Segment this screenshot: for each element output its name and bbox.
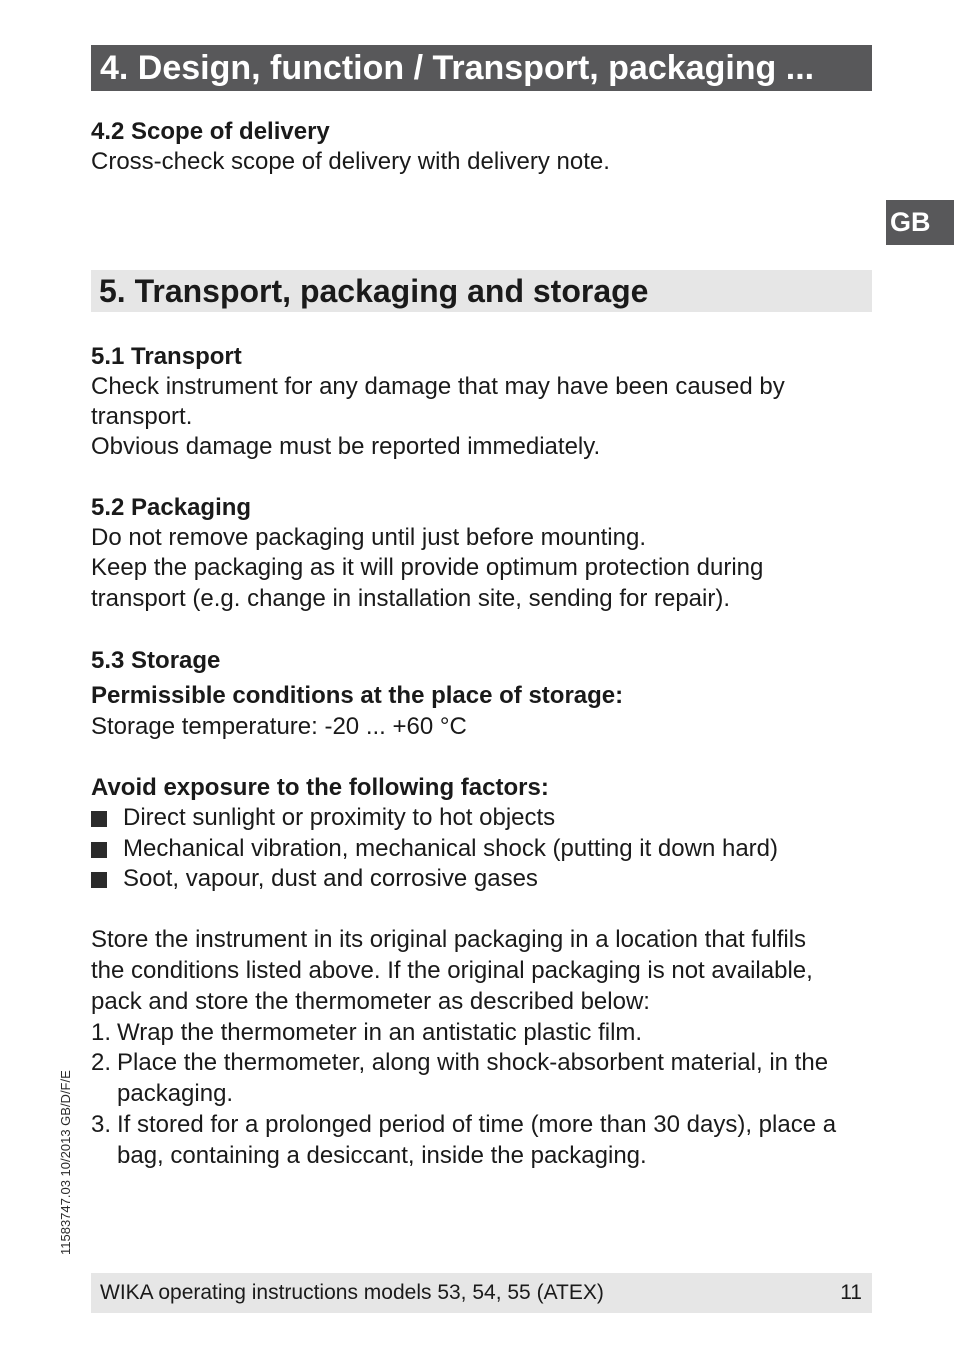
step-text: packaging. xyxy=(117,1080,234,1107)
scope-text: Cross-check scope of delivery with delivery note. xyxy=(91,148,610,175)
packaging-line: transport (e.g. change in installation site, sending for repair). xyxy=(91,585,731,612)
step-number: 1. xyxy=(91,1019,112,1046)
bullet-square-icon xyxy=(91,842,107,858)
list-item: Direct sunlight or proximity to hot objects xyxy=(123,804,556,831)
transport-line: transport. xyxy=(91,403,193,430)
scope-heading: 4.2 Scope of delivery xyxy=(91,118,330,145)
document-code: 11583747.03 10/2013 GB/D/F/E xyxy=(58,1070,73,1255)
transport-line: Obvious damage must be reported immediately. xyxy=(91,433,601,460)
bullet-square-icon xyxy=(91,872,107,888)
transport-heading: 5.1 Transport xyxy=(91,343,242,370)
avoid-heading: Avoid exposure to the following factors: xyxy=(91,774,549,801)
packaging-line: Do not remove packaging until just before mounting. xyxy=(91,524,646,551)
footer-text: WIKA operating instructions models 53, 54, 55 (ATEX) xyxy=(100,1281,604,1304)
page-footer xyxy=(91,1273,872,1313)
step-text: Place the thermometer, along with shock-absorbent material, in the xyxy=(117,1049,829,1076)
section-5-title: 5. Transport, packaging and storage xyxy=(91,270,872,312)
store-paragraph-line: the conditions listed above. If the original packaging is not available, xyxy=(91,957,813,984)
packaging-heading: 5.2 Packaging xyxy=(91,494,252,521)
page-number: 11 xyxy=(840,1281,862,1304)
storage-heading: 5.3 Storage xyxy=(91,647,221,674)
step-number: 2. xyxy=(91,1049,112,1076)
step-text: Wrap the thermometer in an antistatic plastic film. xyxy=(117,1019,643,1046)
storage-temperature: Storage temperature: -20 ... +60 °C xyxy=(91,713,467,740)
step-text: If stored for a prolonged period of time (more than 30 days), place a xyxy=(117,1111,837,1138)
list-item: Mechanical vibration, mechanical shock (putting it down hard) xyxy=(123,835,778,862)
language-tab: GB xyxy=(886,200,954,245)
list-item: Soot, vapour, dust and corrosive gases xyxy=(123,865,538,892)
step-text: bag, containing a desiccant, inside the packaging. xyxy=(117,1142,647,1169)
bullet-square-icon xyxy=(91,811,107,827)
store-paragraph-line: pack and store the thermometer as described below: xyxy=(91,988,650,1015)
storage-conditions-heading: Permissible conditions at the place of storage: xyxy=(91,682,624,709)
transport-line: Check instrument for any damage that may have been caused by xyxy=(91,373,785,400)
store-paragraph-line: Store the instrument in its original packaging in a location that fulfils xyxy=(91,926,807,953)
packaging-line: Keep the packaging as it will provide optimum protection during xyxy=(91,554,764,581)
step-number: 3. xyxy=(91,1111,112,1138)
section-4-title: 4. Design, function / Transport, packaging ... xyxy=(91,45,872,91)
